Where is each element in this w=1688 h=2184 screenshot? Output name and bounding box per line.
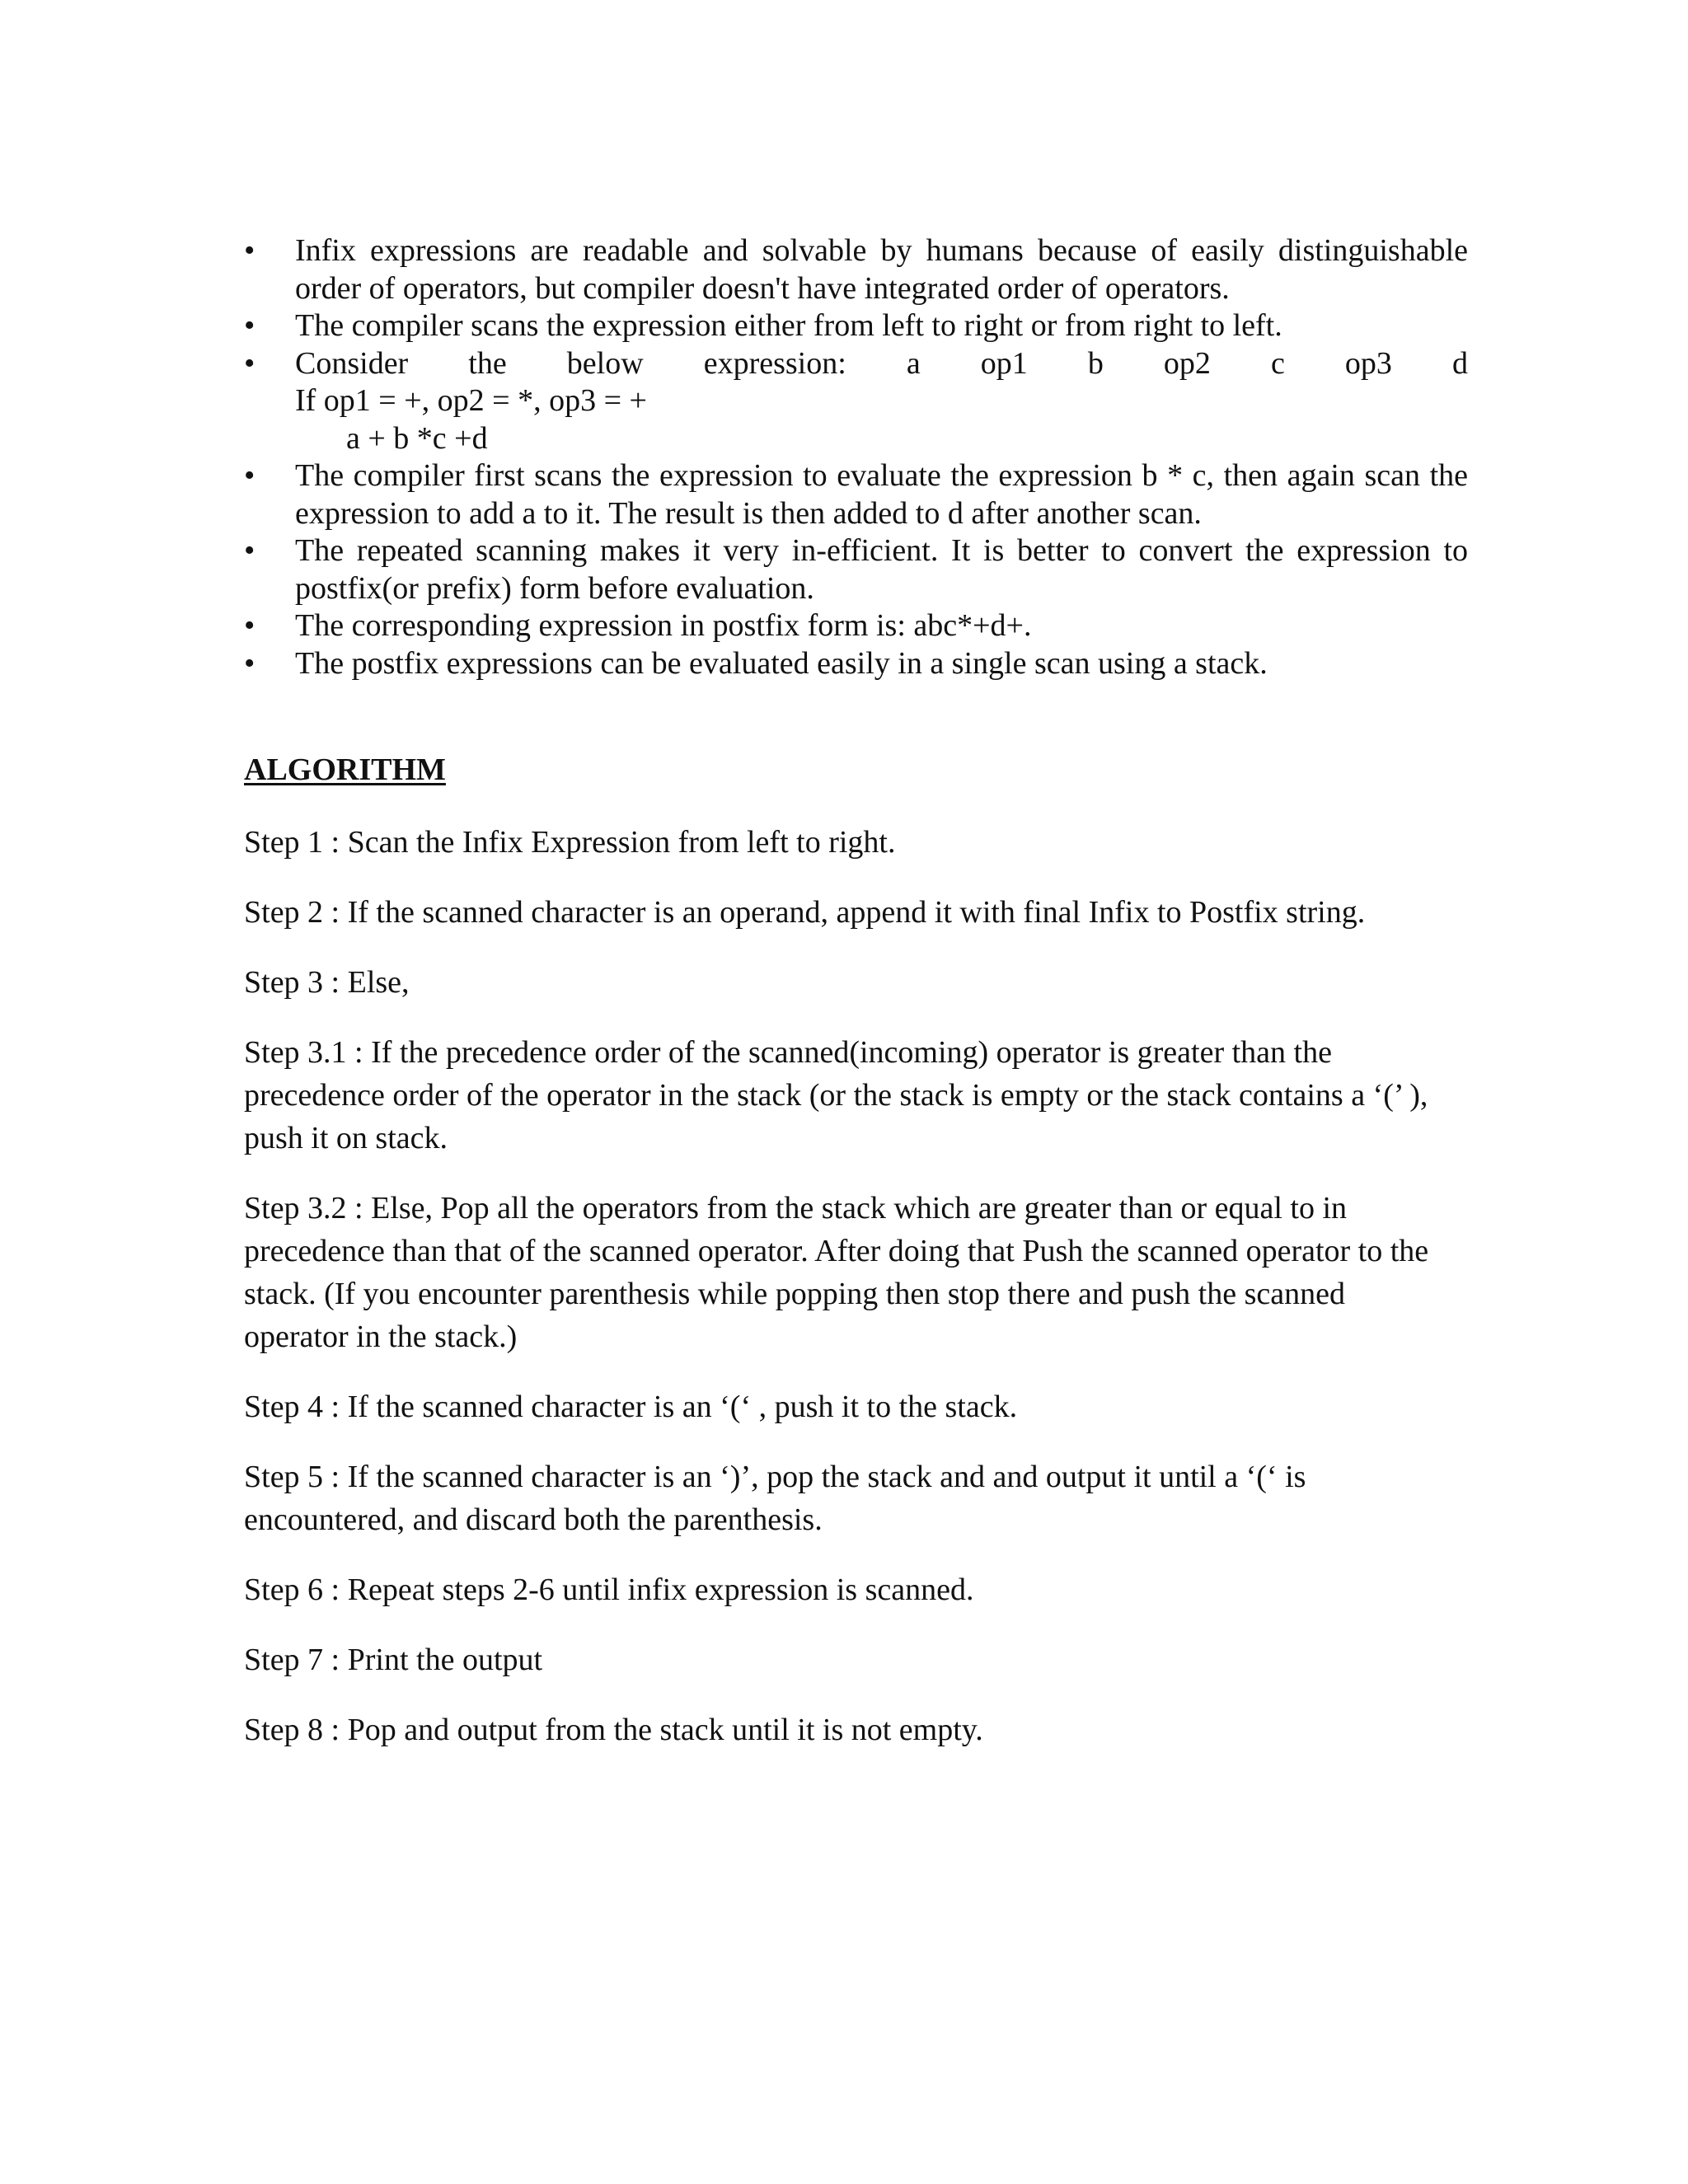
algorithm-step: Step 7 : Print the output [244,1643,543,1677]
algorithm-step: Step 4 : If the scanned character is an ‘(‘ , push it to the stack. [244,1390,1018,1424]
expression-word: a [906,345,921,381]
bullet-text: The repeated scanning makes it very in-efficient. It is better to convert the expression to postfix(or prefix) form before evaluation. [295,533,1468,606]
bullet-text: The compiler first scans the expression to evaluate the expression b * c, then again scan the expression to add a to it. The result is then added to d after another scan. [295,458,1468,531]
bullet-marker: • [244,233,256,268]
expression-word: b [1087,345,1104,381]
algorithm-step: Step 3 : Else, [244,965,410,1000]
algorithm-heading: ALGORITHM [244,752,446,787]
bullet-marker: • [244,345,256,381]
expression-word: the [468,345,507,381]
algorithm-step: Step 3.1 : If the precedence order of the scanned(incoming) operator is greater than the precedence order of the operator in the stack (or the stack is empty or the stack contains a ‘(’ ), push it on stack. [244,1035,1428,1155]
list-item [244,232,1468,307]
list-item [244,645,1468,683]
expression-word: Consider [295,345,409,381]
bullet-marker: • [244,645,256,681]
algorithm-step: Step 3.2 : Else, Pop all the operators from the stack which are greater than or equal to in precedence than that of the scanned operator. After doing that Push the scanned operator to the stack. (If you encounter parenthesis while popping then stop there and push the scanned operator in the stack.) [244,1191,1429,1354]
bullet-list [244,232,1468,682]
list-item [244,532,1468,607]
expression-example: a + b *c +d [346,420,488,456]
expression-word: op1 [980,345,1028,381]
algorithm-steps [244,821,1443,1779]
bullet-marker: • [244,533,256,568]
bullet-text: The postfix expressions can be evaluated easily in a single scan using a stack. [295,645,1268,681]
expression-word: d [1451,345,1468,381]
bullet-marker: • [244,608,256,643]
list-item [244,307,1468,345]
algorithm-step: Step 5 : If the scanned character is an ‘)’, pop the stack and and output it until a ‘(‘ is encountered, and discard both the parenthesis. [244,1460,1306,1537]
bullet-marker: • [244,458,256,493]
algorithm-step: Step 1 : Scan the Infix Expression from left to right. [244,825,896,860]
expression-word: below [566,345,644,381]
list-item [244,607,1468,645]
expression-word: c [1270,345,1285,381]
bullet-text: The corresponding expression in postfix form is: abc*+d+. [295,608,1032,643]
expression-word: op3 [1344,345,1392,381]
expression-word: expression: [703,345,846,381]
bullet-text: Infix expressions are readable and solvable by humans because of easily distinguishable order of operators, but compiler doesn't have integrated order of operators. [295,233,1468,306]
algorithm-step: Step 8 : Pop and output from the stack until it is not empty. [244,1713,983,1747]
expression-word: op2 [1163,345,1211,381]
algorithm-step: Step 2 : If the scanned character is an operand, append it with final Infix to Postfix string. [244,895,1366,930]
list-item [244,457,1468,532]
operator-assignment-line: If op1 = +, op2 = *, op3 = + [295,383,647,418]
list-item [244,345,1468,420]
bullet-text: The compiler scans the expression either from left to right or from right to left. [295,308,1282,343]
bullet-marker: • [244,308,256,343]
expression-operands-line [295,345,1468,383]
algorithm-step: Step 6 : Repeat steps 2-6 until infix expression is scanned. [244,1572,974,1607]
